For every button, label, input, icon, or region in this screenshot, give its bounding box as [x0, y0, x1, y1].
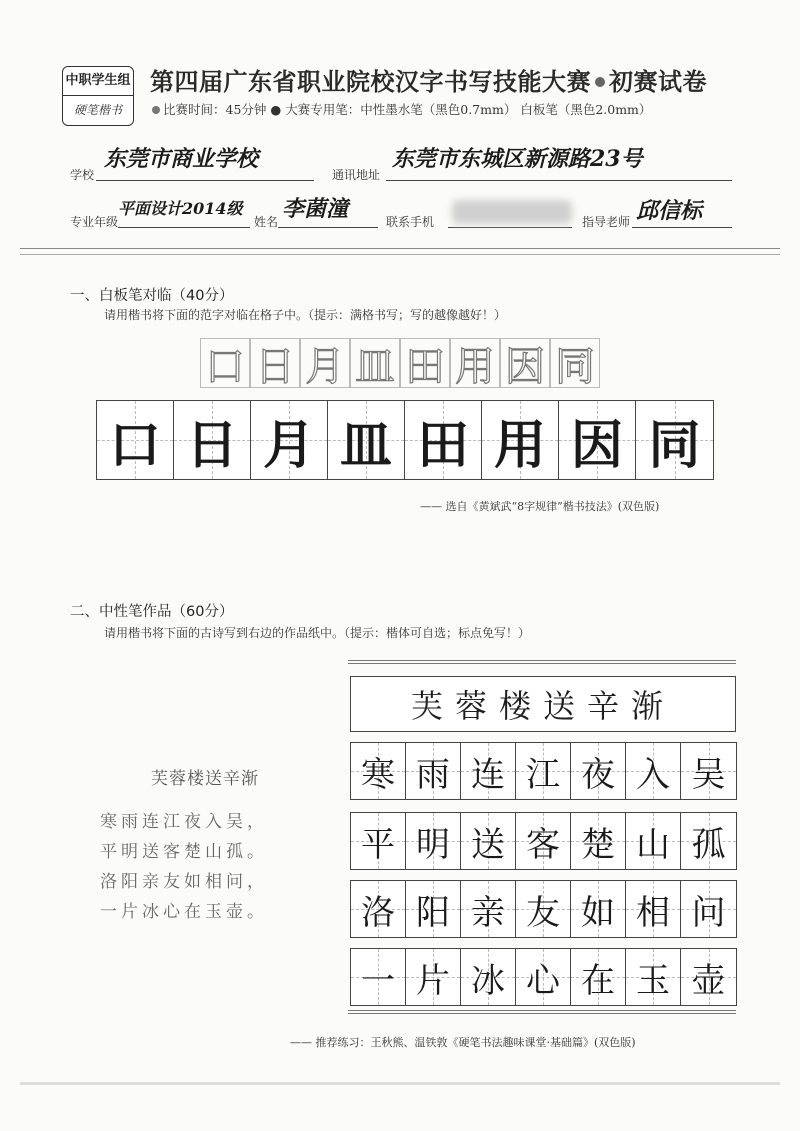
- grid-cell[interactable]: [516, 813, 571, 869]
- written-poem-title[interactable]: 芙蓉楼送辛渐: [350, 676, 736, 732]
- written-char: 送: [471, 824, 505, 865]
- model-char: 皿: [350, 338, 400, 388]
- written-char: 片: [416, 960, 450, 1001]
- written-char: 皿: [339, 415, 392, 476]
- school-field-line: [96, 180, 314, 181]
- grid-cell[interactable]: [559, 401, 636, 479]
- poem-line: 平明送客楚山孤。: [100, 842, 268, 862]
- page-bottom-rule: [20, 1082, 780, 1085]
- grid-cell[interactable]: [626, 743, 681, 799]
- written-char: 用: [493, 415, 546, 476]
- grid-cell[interactable]: [351, 881, 406, 937]
- written-char: 问: [691, 892, 726, 933]
- poem-line: 寒雨连江夜入吴，: [100, 812, 268, 832]
- major-value[interactable]: 平面设计2014级: [118, 199, 243, 218]
- bullet-icon: [595, 77, 605, 87]
- model-characters-row: [200, 338, 600, 388]
- original-poem: [100, 764, 310, 927]
- written-char: 田: [416, 415, 469, 476]
- section1-source: —— 选自《黄斌武“8字规律”楷书技法》(双色版): [420, 500, 660, 513]
- model-char: 田: [400, 338, 450, 388]
- grid-cell[interactable]: [405, 401, 482, 479]
- poem-line: 一片冰心在玉壶。: [100, 902, 268, 922]
- written-char: 夜: [581, 754, 615, 795]
- work-grid-row: [350, 880, 737, 938]
- written-char: 一: [361, 960, 395, 1001]
- written-char: 吴: [691, 754, 726, 795]
- grid-cell[interactable]: [482, 401, 559, 479]
- written-char: 口: [108, 415, 161, 476]
- major-label: 专业年级: [70, 215, 119, 229]
- grid-cell[interactable]: [97, 401, 174, 479]
- written-char: 冰: [471, 960, 505, 1001]
- written-char: 洛: [361, 892, 395, 933]
- written-char: 山: [636, 824, 670, 865]
- grid-cell[interactable]: [406, 881, 461, 937]
- address-field-line: [386, 180, 732, 181]
- work-grid-row: [350, 948, 737, 1006]
- grid-cell[interactable]: [626, 881, 681, 937]
- phone-value-redacted: [452, 200, 572, 224]
- written-char: 雨: [416, 754, 450, 795]
- exam-info-text: 比赛时间：45分钟 ● 大赛专用笔：中性墨水笔（黑色0.7mm） 白板笔（黑色2.0mm）: [163, 102, 652, 117]
- grid-cell[interactable]: [681, 743, 736, 799]
- work-grid-row: [350, 742, 737, 800]
- section1-title: 一、白板笔对临（40分）: [70, 288, 234, 304]
- grid-cell[interactable]: [681, 813, 736, 869]
- written-char: 在: [581, 960, 615, 1001]
- grid-cell[interactable]: [406, 813, 461, 869]
- written-char: 明: [416, 824, 450, 865]
- poem-title: 芙蓉楼送辛渐: [151, 769, 259, 789]
- section2-source: —— 推荐练习：王秋熊、温铁敦《硬笔书法趣味课堂·基础篇》(双色版): [290, 1036, 636, 1049]
- exam-title: [150, 62, 750, 97]
- written-char: 同: [648, 415, 701, 476]
- written-char: 平: [361, 824, 395, 865]
- written-char: 玉: [636, 960, 670, 1001]
- grid-cell[interactable]: [461, 813, 516, 869]
- section2-note: 请用楷书将下面的古诗写到右边的作品纸中。（提示：楷体可自选；标点免写！）: [104, 626, 531, 640]
- grid-cell[interactable]: [351, 949, 406, 1005]
- grid-cell[interactable]: [681, 881, 736, 937]
- grid-cell[interactable]: [328, 401, 405, 479]
- model-char: 因: [500, 338, 550, 388]
- work-paper-top-border: [348, 660, 736, 664]
- phone-label: 联系手机: [386, 215, 435, 229]
- written-char: 亲: [471, 892, 505, 933]
- written-char: 心: [526, 960, 560, 1001]
- grid-cell[interactable]: [636, 401, 713, 479]
- grid-cell[interactable]: [351, 813, 406, 869]
- written-char: 阳: [416, 892, 450, 933]
- written-char: 寒: [361, 754, 395, 795]
- written-char: 壶: [691, 960, 726, 1001]
- grid-cell[interactable]: [516, 949, 571, 1005]
- teacher-value[interactable]: 邱信标: [636, 198, 703, 224]
- header-divider: [20, 248, 780, 249]
- work-grid-row: [350, 812, 737, 870]
- grid-cell[interactable]: [571, 949, 626, 1005]
- grid-cell[interactable]: [461, 881, 516, 937]
- grid-cell[interactable]: [461, 743, 516, 799]
- work-paper-bottom-border: [348, 1010, 736, 1014]
- written-char: 相: [636, 892, 670, 933]
- school-value[interactable]: 东莞市商业学校: [104, 146, 259, 172]
- group-badge: [62, 66, 134, 126]
- written-char: 孤: [691, 824, 726, 865]
- written-char: 客: [526, 824, 560, 865]
- major-field-line: [118, 227, 250, 228]
- model-char: 同: [550, 338, 600, 388]
- grid-cell[interactable]: [681, 949, 736, 1005]
- grid-cell[interactable]: [461, 949, 516, 1005]
- written-char: 日: [185, 415, 238, 476]
- grid-cell[interactable]: [351, 743, 406, 799]
- badge-group: 中职学生组: [63, 67, 133, 96]
- teacher-label: 指导老师: [582, 215, 631, 229]
- written-char: 因: [570, 415, 623, 476]
- written-char: 如: [581, 892, 615, 933]
- grid-cell[interactable]: [626, 949, 681, 1005]
- phone-field-line: [448, 227, 572, 228]
- grid-cell[interactable]: [406, 743, 461, 799]
- section2-title: 二、中性笔作品（60分）: [70, 604, 234, 620]
- written-char: 入: [636, 754, 670, 795]
- practice-grid-row: [96, 400, 714, 480]
- written-char: 月: [262, 415, 315, 476]
- grid-cell[interactable]: [571, 813, 626, 869]
- grid-cell[interactable]: [626, 813, 681, 869]
- written-char: 楚: [581, 824, 615, 865]
- grid-cell[interactable]: [516, 743, 571, 799]
- exam-title-sub: 初赛试卷: [609, 68, 707, 96]
- grid-cell[interactable]: [571, 743, 626, 799]
- written-char: 连: [471, 754, 505, 795]
- section1-note: 请用楷书将下面的范字对临在格子中。（提示：满格书写；写的越像越好！）: [104, 308, 507, 322]
- grid-cell[interactable]: [174, 401, 251, 479]
- address-value[interactable]: 东莞市东城区新源路23号: [392, 146, 643, 172]
- exam-title-main: 第四届广东省职业院校汉字书写技能大赛: [150, 68, 591, 96]
- name-value[interactable]: 李菌潼: [282, 196, 349, 222]
- model-char: 日: [250, 338, 300, 388]
- grid-cell[interactable]: [251, 401, 328, 479]
- name-label: 姓名: [254, 215, 279, 229]
- grid-cell[interactable]: [571, 881, 626, 937]
- teacher-field-line: [632, 227, 732, 228]
- exam-info: [152, 100, 651, 118]
- school-label: 学校: [70, 168, 95, 182]
- written-char: 江: [526, 754, 560, 795]
- name-field-line: [278, 227, 378, 228]
- model-char: 口: [200, 338, 250, 388]
- address-label: 通讯地址: [332, 168, 381, 182]
- model-char: 月: [300, 338, 350, 388]
- model-char: 用: [450, 338, 500, 388]
- grid-cell[interactable]: [516, 881, 571, 937]
- poem-line: 洛阳亲友如相问，: [100, 872, 268, 892]
- bullet-icon: [152, 106, 160, 114]
- header-divider-thin: [20, 254, 780, 255]
- badge-style: 硬笔楷书: [73, 103, 122, 117]
- written-char: 友: [526, 892, 560, 933]
- grid-cell[interactable]: [406, 949, 461, 1005]
